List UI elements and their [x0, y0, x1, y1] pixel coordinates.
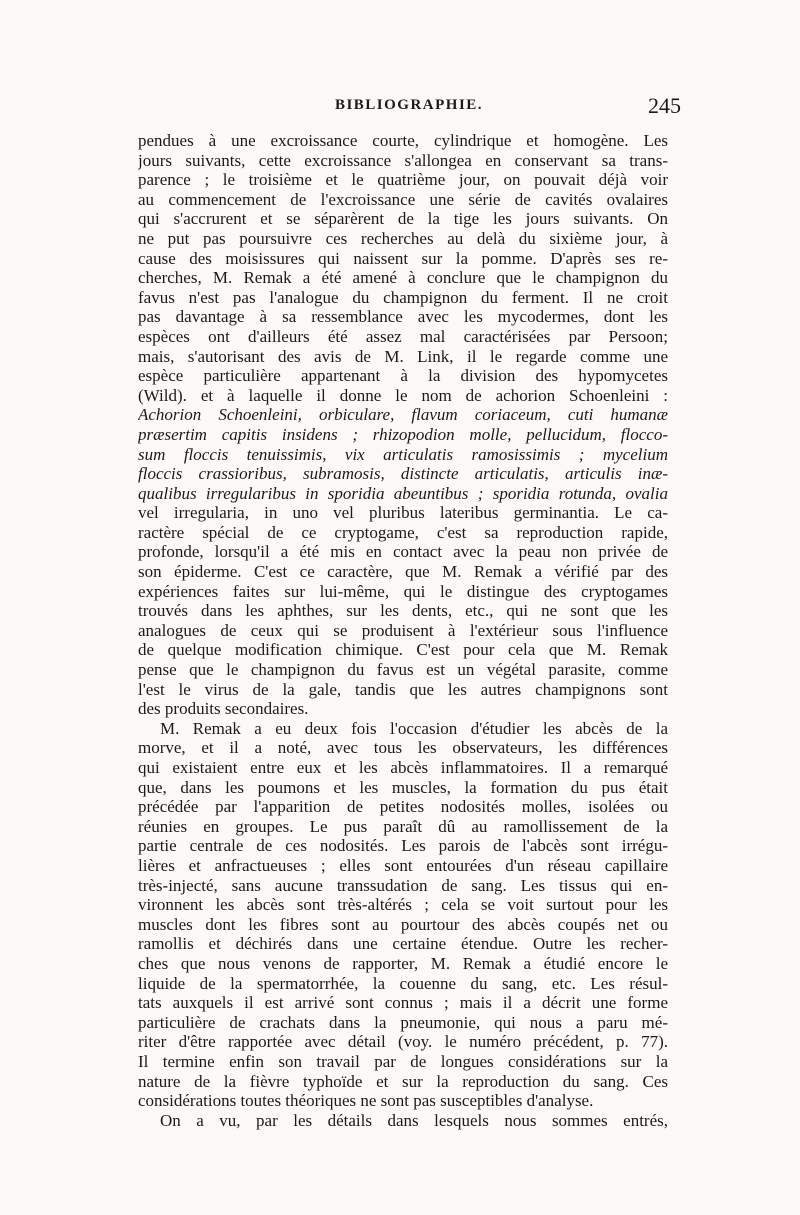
- paragraph-end-line: considérations toutes théoriques ne sont pas susceptibles d'analyse.: [138, 1091, 594, 1111]
- paragraph-start-line: M. Remak a eu deux fois l'occasion d'étudier les abcès de la: [160, 718, 668, 738]
- latin-description-line: floccis crassioribus, subramosis, distincte articulatis, articulis inæ-: [138, 464, 668, 484]
- text-line: Il termine enfin son travail par de longues considérations sur la: [138, 1051, 668, 1071]
- latin-description-line: sum floccis tenuissimis, vix articulatis ramosissimis ; mycelium: [138, 444, 668, 464]
- text-line: trouvés dans les aphthes, sur les dents, etc., qui ne sont que les: [138, 601, 668, 621]
- text-line: pense que le champignon du favus est un végétal parasite, comme: [138, 660, 668, 680]
- text-line: morve, et il a noté, avec tous les observateurs, les différences: [138, 738, 668, 758]
- latin-description-line: qualibus irregularibus in sporidia abeuntibus ; sporidia rotunda, ovalia: [138, 483, 668, 503]
- text-line: l'est le virus de la gale, tandis que les autres champignons sont: [138, 679, 668, 699]
- latin-description-line: Achorion Schoenleini, orbiculare, flavum coriaceum, cuti humanæ: [138, 405, 668, 425]
- text-line: particulière de crachats dans la pneumonie, qui nous a paru mé-: [138, 1012, 668, 1032]
- text-line: riter d'être rapportée avec détail (voy. le numéro précédent, p. 77).: [138, 1032, 668, 1052]
- text-line: expériences faites sur lui-même, qui le distingue des cryptogames: [138, 581, 668, 601]
- text-line: espèces ont d'ailleurs été assez mal caractérisées par Persoon;: [138, 326, 668, 346]
- latin-description-line: præsertim capitis insidens ; rhizopodion molle, pellucidum, flocco-: [138, 424, 668, 444]
- paragraph-start-line: On a vu, par les détails dans lesquels nous sommes entrés,: [160, 1110, 668, 1130]
- text-line: très-injecté, sans aucune transsudation de sang. Les tissus qui en-: [138, 875, 668, 895]
- page-number: 245: [648, 93, 681, 118]
- text-line: ne put pas poursuivre ces recherches au delà du sixième jour, à: [138, 228, 668, 248]
- text-line: vel irregularia, in uno vel pluribus lateribus germinantia. Le ca-: [138, 503, 668, 523]
- page-header: [137, 93, 681, 119]
- text-line: ractère spécial de ce cryptogame, c'est sa reproduction rapide,: [138, 522, 668, 542]
- text-line: favus n'est pas l'analogue du champignon du ferment. Il ne croit: [138, 287, 668, 307]
- text-line: profonde, lorsqu'il a été mis en contact avec la peau non privée de: [138, 542, 668, 562]
- text-line: parence ; le troisième et le quatrième jour, on pouvait déjà voir: [138, 170, 668, 190]
- text-line: qui existaient entre eux et les abcès inflammatoires. Il a remarqué: [138, 758, 668, 777]
- text-line: analogues de ceux qui se produisent à l'extérieur sous l'influence: [138, 620, 668, 640]
- text-line: liquide de la spermatorrhée, la couenne du sang, etc. Les résul-: [138, 973, 668, 993]
- text-line: mais, s'autorisant des avis de M. Link, il le regarde comme une: [138, 346, 668, 366]
- text-line: vironnent les abcès sont très-altérés ; cela se voit surtout pour les: [138, 895, 668, 915]
- text-line: lières et anfractueuses ; elles sont entourées d'un réseau capillaire: [138, 855, 668, 875]
- text-line: que, dans les poumons et les muscles, la formation du pus était: [138, 777, 668, 797]
- text-line: ches que nous venons de rapporter, M. Remak a étudié encore le: [138, 953, 668, 973]
- text-line: partie centrale de ces nodosités. Les parois de l'abcès sont irrégu-: [138, 836, 668, 856]
- text-line: précédée par l'apparition de petites nodosités molles, isolées ou: [138, 797, 668, 817]
- text-line: pendues à une excroissance courte, cylindrique et homogène. Les: [138, 131, 668, 150]
- text-line: espèce particulière appartenant à la division des hypomycetes: [138, 366, 668, 386]
- text-line: nature de la fièvre typhoïde et sur la reproduction du sang. Ces: [138, 1071, 668, 1091]
- text-line: ramollis et déchirés dans une certaine étendue. Outre les recher-: [138, 934, 668, 954]
- paragraph-end-line: des produits secondaires.: [138, 699, 309, 719]
- running-title: BIBLIOGRAPHIE.: [334, 97, 484, 113]
- text-line: jours suivants, cette excroissance s'allongea en conservant sa trans-: [138, 150, 668, 170]
- text-line: son épiderme. C'est ce caractère, que M. Remak a vérifié par des: [138, 562, 668, 582]
- text-line: de quelque modification chimique. C'est pour cela que M. Remak: [138, 640, 668, 660]
- text-line: pas davantage à sa ressemblance avec les mycodermes, dont les: [138, 307, 668, 327]
- text-line: tats auxquels il est arrivé sont connus ; mais il a décrit une forme: [138, 993, 668, 1013]
- body-text: [138, 131, 668, 1130]
- text-line: au commencement de l'excroissance une série de cavités ovalaires: [138, 189, 668, 209]
- text-line: cherches, M. Remak a été amené à conclure que le champignon du: [138, 268, 668, 288]
- text-line: (Wild). et à laquelle il donne le nom de achorion Schoenleini :: [138, 385, 668, 405]
- text-line: cause des moisissures qui naissent sur la pomme. D'après ses re-: [138, 248, 668, 268]
- text-line: muscles dont les fibres sont au pourtour des abcès coupés net ou: [138, 914, 668, 934]
- text-line: réunies en groupes. Le pus paraît dû au ramollissement de la: [138, 816, 668, 836]
- text-line: qui s'accrurent et se séparèrent de la tige les jours suivants. On: [138, 209, 668, 229]
